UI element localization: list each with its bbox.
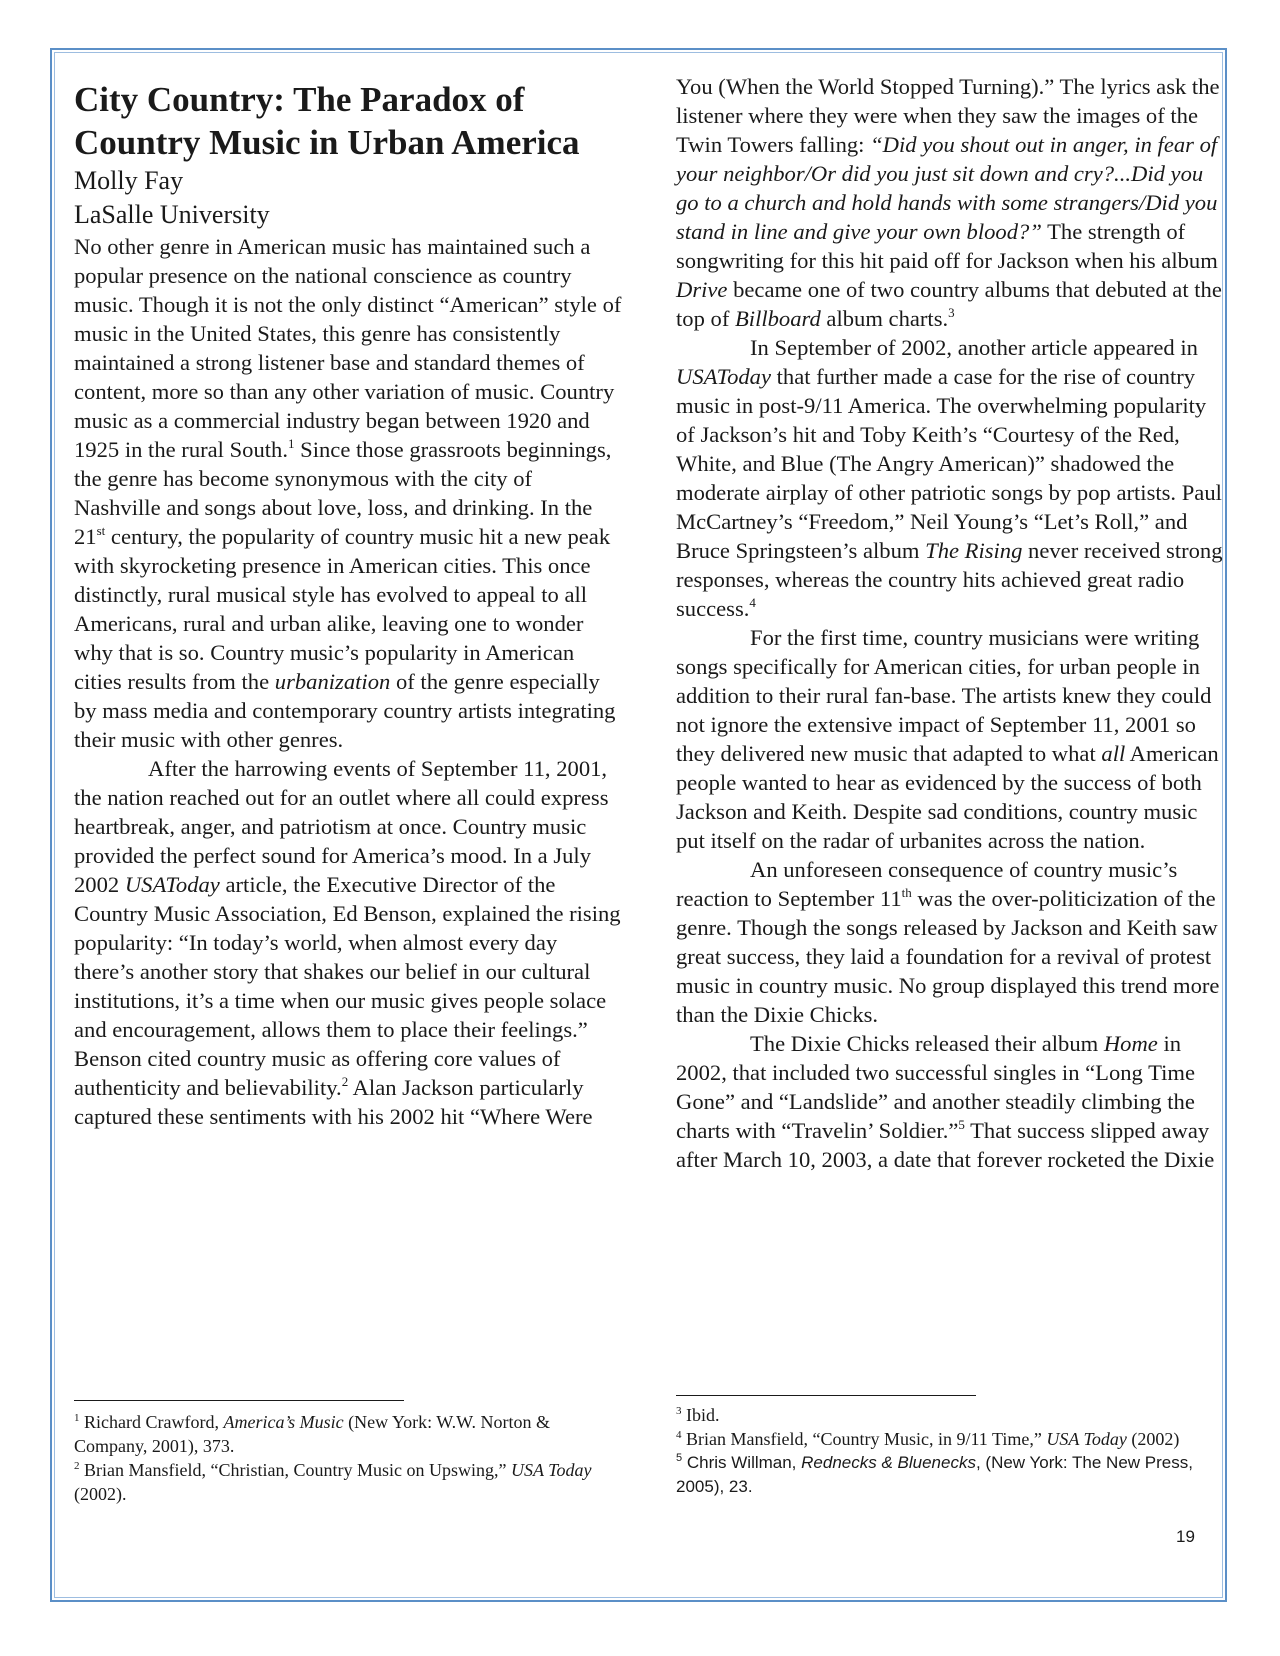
footnote-ref-2[interactable]: 2 <box>341 1074 349 1089</box>
left-column <box>74 72 622 1131</box>
right-column <box>676 72 1224 1174</box>
footnote-2: $^2$ Brian Mansfield, “Christian, Country Music on Upswing,” USA Today (2002). <box>74 1460 592 1504</box>
footnote-ref-4[interactable]: 4 <box>749 595 756 610</box>
paragraph-september-11-continued: You (When the World Stopped Turning).” The lyrics ask the listener where they were when they saw the images of the Twin Towers falling: “Did you shout out in anger, in fear of your neighbor/Or did you just sit down and cry?...Did you go to a church and hold hands with some strangers/Did you stand in line and give your own blood?” The strength of songwriting for this hit paid off for Jackson when his album Drive became one of two country albums that debuted at the top of Billboard album charts.$^3$ <box>676 74 1222 331</box>
footnote-1: $^1$ Richard Crawford, America’s Music (New York: W.W. Norton & Company, 2001), 373. <box>74 1412 550 1456</box>
paragraph-usatoday: In September of 2002, another article appeared in USAToday that further made a case for the rise of country music in post-9/11 America. The overwhelming popularity of Jackson’s hit and Toby Keith’s “Courtesy of the Red, White, and Blue (The Angry American)” shadowed the moderate airplay of other patriotic songs by pop artists. Paul McCartney’s “Freedom,” Neil Young’s “Let’s Roll,” and Bruce Springsteen’s album The Rising never received strong responses, whereas the country hits achieved great radio success.$^4$ <box>676 335 1223 621</box>
footnote-4: $^4$ Brian Mansfield, “Country Music, in 9/11 Time,” USA Today (2002) <box>676 1429 1180 1449</box>
author-name: Molly Fay <box>74 166 184 195</box>
paragraph-intro: No other genre in American music has maintained such a popular presence on the national conscience as country music. Though it is not the only distinct “American” style of music in the United States, this genre has consistently maintained a strong listener base and standard themes of content, more so than any other variation of music. Country music as a commercial industry began between 1920 and 1925 in the rural South.$^1$ Since those grassroots beginnings, the genre has become synonymous with the city of Nashville and songs about love, loss, and drinking. In the 21st century, the popularity of country music hit a new peak with skyrocketing presence in American cities. This once distinctly, rural musical style has evolved to appeal to all Americans, rural and urban alike, leaving one to wonder why that is so. Country music’s popularity in American cities results from the urbanization of the genre especially by mass media and contemporary country artists integrating their music with other genres. <box>74 234 622 752</box>
paragraph-politicization: An unforeseen consequence of country music’s reaction to September 11th was the over-politicization of the genre. Though the songs released by Jackson and Keith saw great success, they laid a foundation for a revival of protest music in country music. No group displayed this trend more than the Dixie Chicks. <box>676 857 1220 1027</box>
page-number: 19 <box>1176 1527 1195 1546</box>
paragraph-urban-songs: For the first time, country musicians were writing songs specifically for American cities, for urban people in addition to their rural fan-base. The artists knew they could not ignore the extensive impact of September 11, 2001 so they delivered new music that adapted to what all American people wanted to hear as evidenced by the success of both Jackson and Keith. Despite sad conditions, country music put itself on the radar of urbanites across the nation. <box>676 625 1219 853</box>
footnote-3: $^3$ Ibid. <box>676 1405 720 1425</box>
paragraph-september-11: After the harrowing events of September 11, 2001, the nation reached out for an outlet where all could express heartbreak, anger, and patriotism at once. Country music provided the perfect sound for America’s mood. In a July 2002 USAToday article, the Executive Director of the Country Music Association, Ed Benson, explained the rising popularity: “In today’s world, when almost every day there’s another story that shakes our belief in our cultural institutions, it’s a time when our music gives people solace and encouragement, allows them to place their feelings.” Benson cited country music as offering core values of authenticity and believability.$^2$ Alan Jackson particularly captured these sentiments with his 2002 hit “Where Were <box>74 756 621 1129</box>
author-affiliation: LaSalle University <box>74 200 270 229</box>
footnote-divider-left <box>74 1400 404 1401</box>
lyrics-quote: “Did you shout out in anger, in fear of your neighbor/Or did you just sit down and cry?...Did you go to a church and hold hands with some strangers/Did you stand in line and give your own blood?” <box>676 132 1218 244</box>
footnotes-right <box>676 1403 1221 1499</box>
footnotes-left <box>74 1410 594 1506</box>
footnote-5: $^5$ Chris Willman, Rednecks & Bluenecks, (New York: The New Press, 2005), 23. <box>676 1452 1193 1496</box>
paragraph-dixie-chicks: The Dixie Chicks released their album Home in 2002, that included two successful singles in “Long Time Gone” and “Landslide” and another steadily climbing the charts with “Travelin’ Soldier.”$^5$ That success slipped away after March 10, 2003, a date that forever rocketed the Dixie <box>676 1031 1215 1172</box>
footnote-divider-right <box>676 1395 976 1396</box>
footnote-ref-3[interactable]: 3 <box>948 305 955 320</box>
footnote-ref-1[interactable]: 1 <box>288 436 295 451</box>
footnote-ref-5[interactable]: 5 <box>958 1117 965 1132</box>
article-title: City Country: The Paradox of Country Music in Urban America <box>74 80 580 162</box>
